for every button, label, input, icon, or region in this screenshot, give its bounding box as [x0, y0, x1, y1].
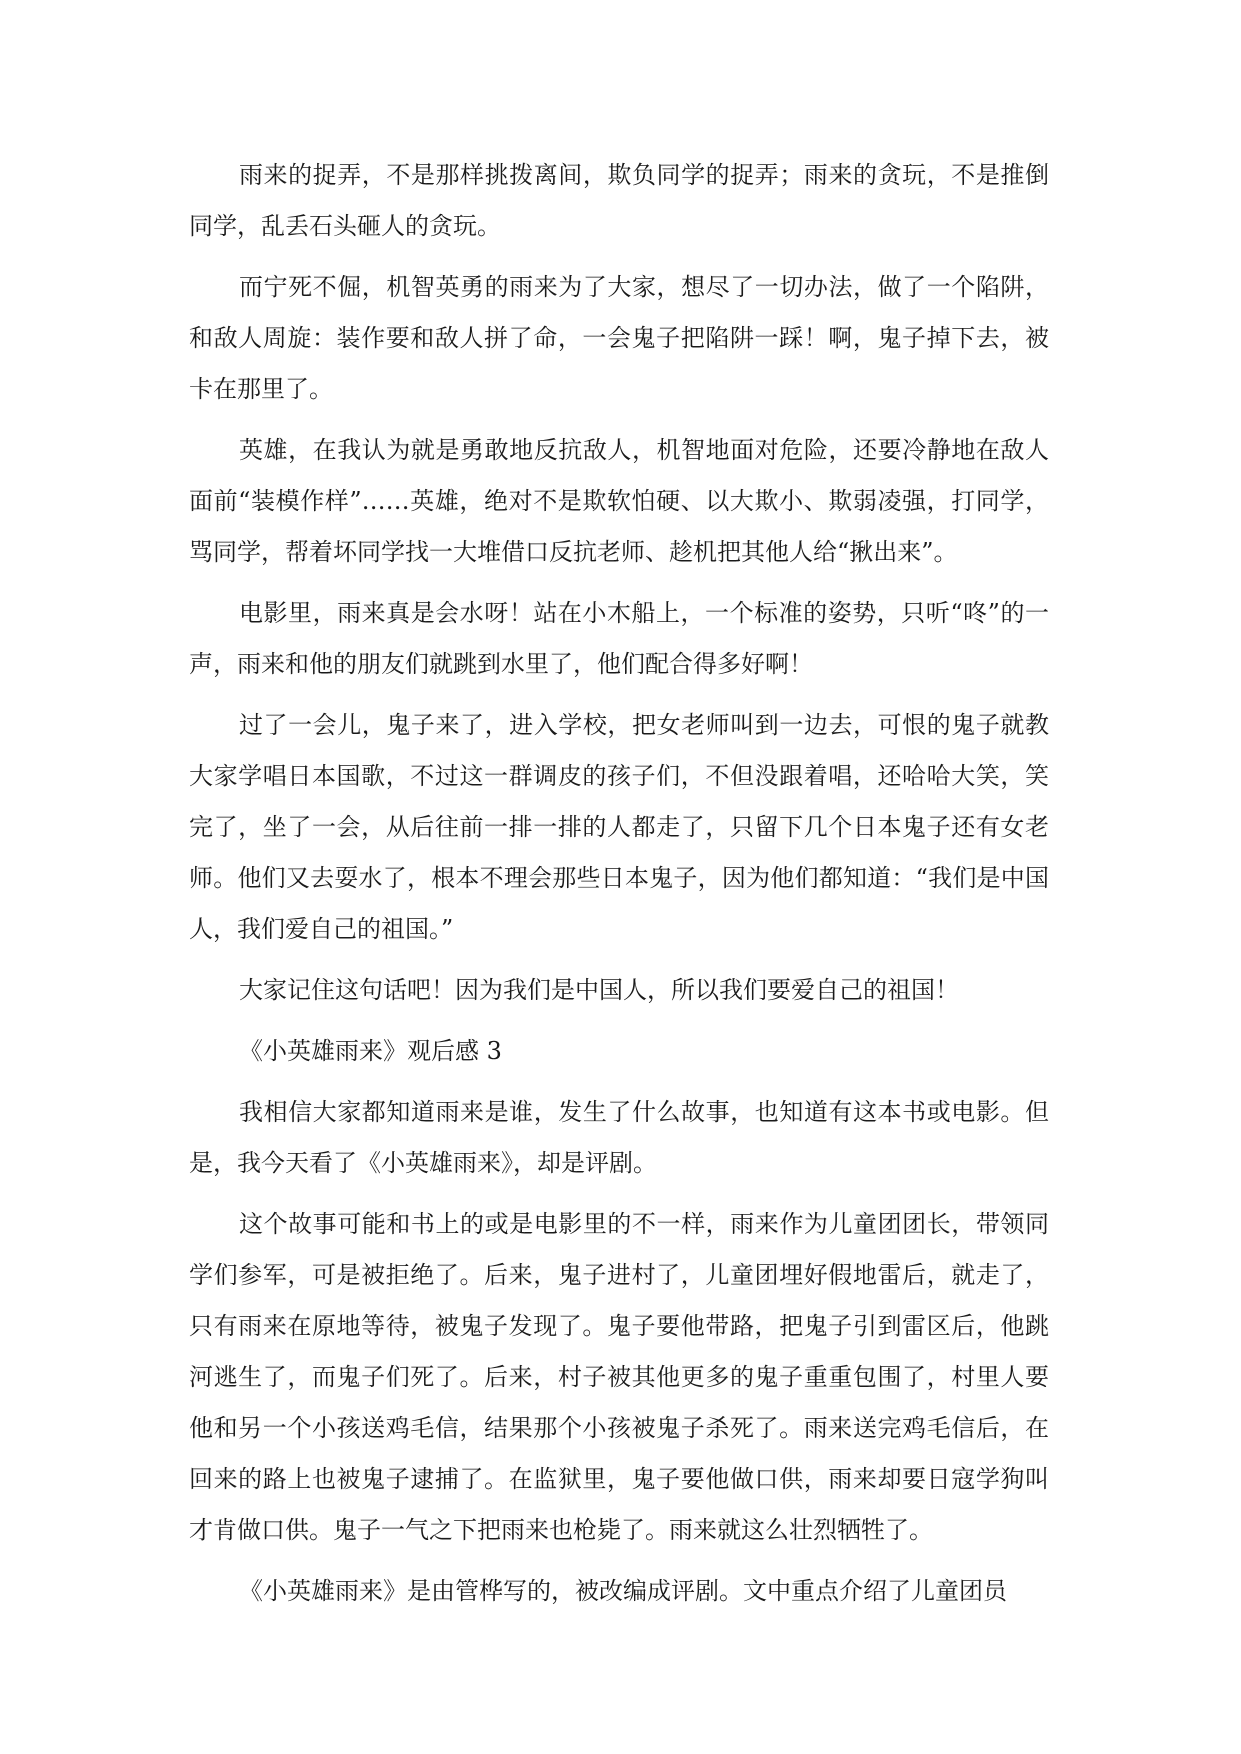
section-paragraph-1: 我相信大家都知道雨来是谁，发生了什么故事，也知道有这本书或电影。但是，我今天看了《小英雄雨来》，却是评剧。 [189, 1098, 1049, 1177]
section-paragraph-3: 《小英雄雨来》是由管桦写的，被改编成评剧。文中重点介绍了儿童团员 [239, 1577, 1007, 1605]
paragraph-3: 英雄，在我认为就是勇敢地反抗敌人，机智地面对危险，还要冷静地在敌人面前“装模作样”……英雄，绝对不是欺软怕硬、以大欺小、欺弱凌强，打同学，骂同学，帮着坏同学找一大堆借口反抗老师、趁机把其他人给“揪出来”。 [189, 436, 1049, 566]
paragraph-6: 大家记住这句话吧！因为我们是中国人，所以我们要爱自己的祖国！ [239, 976, 959, 1004]
paragraph-2: 而宁死不倔，机智英勇的雨来为了大家，想尽了一切办法，做了一个陷阱，和敌人周旋：装作要和敌人拼了命，一会鬼子把陷阱一踩！啊，鬼子掉下去，被卡在那里了。 [189, 273, 1049, 403]
paragraph-4: 电影里，雨来真是会水呀！站在小木船上，一个标准的姿势，只听“咚”的一声，雨来和他的朋友们就跳到水里了，他们配合得多好啊！ [189, 599, 1049, 678]
paragraph-5: 过了一会儿，鬼子来了，进入学校，把女老师叫到一边去，可恨的鬼子就教大家学唱日本国歌，不过这一群调皮的孩子们，不但没跟着唱，还哈哈大笑，笑完了，坐了一会，从后往前一排一排的人都走了，只留下几个日本鬼子还有女老师。他们又去耍水了，根本不理会那些日本鬼子，因为他们都知道：“我们是中国人，我们爱自己的祖国。” [189, 711, 1049, 943]
document-page [189, 150, 1049, 1617]
section-paragraph-2: 这个故事可能和书上的或是电影里的不一样，雨来作为儿童团团长，带领同学们参军，可是被拒绝了。后来，鬼子进村了，儿童团埋好假地雷后，就走了，只有雨来在原地等待，被鬼子发现了。鬼子要他带路，把鬼子引到雷区后，他跳河逃生了，而鬼子们死了。后来，村子被其他更多的鬼子重重包围了，村里人要他和另一个小孩送鸡毛信，结果那个小孩被鬼子杀死了。雨来送完鸡毛信后，在回来的路上也被鬼子逮捕了。在监狱里，鬼子要他做口供，雨来却要日寇学狗叫才肯做口供。鬼子一气之下把雨来也枪毙了。雨来就这么壮烈牺牲了。 [189, 1210, 1049, 1544]
section-title: 《小英雄雨来》观后感 3 [239, 1037, 502, 1065]
paragraph-1: 雨来的捉弄，不是那样挑拨离间，欺负同学的捉弄；雨来的贪玩，不是推倒同学，乱丢石头砸人的贪玩。 [189, 161, 1049, 240]
